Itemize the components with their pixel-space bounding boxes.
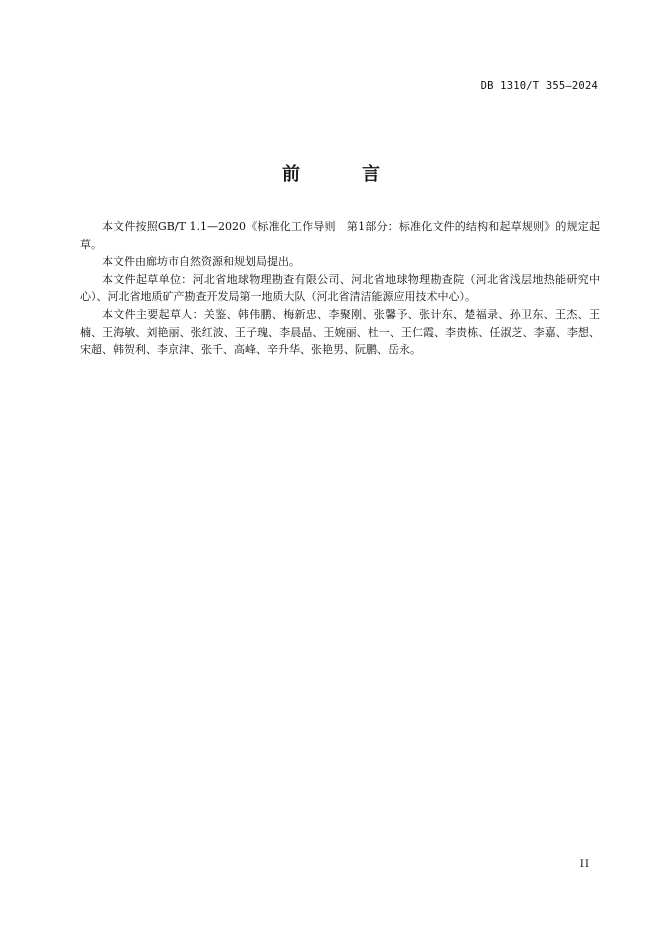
paragraph-drafting-units: 本文件起草单位：河北省地球物理勘查有限公司、河北省地球物理勘查院（河北省浅层地热能研究中心）、河北省地质矿产勘查开发局第一地质大队（河北省清洁能源应用技术中心）。 [80, 272, 600, 304]
paragraph-drafters: 本文件主要起草人：关鉴、韩伟鹏、梅新忠、李聚刚、张馨予、张计东、楚福录、孙卫东、王杰、王楠、王海敏、刘艳丽、张红波、王子瑰、李晨晶、王婉丽、杜一、王仁霞、李贵栋、任淑芝、李嘉、李想、宋超、韩贺利、李京津、张千、高峰、辛升华、张艳男、阮鹏、岳永。 [80, 307, 600, 357]
page-number: II [579, 858, 590, 870]
page-title: 前 言 [282, 164, 402, 185]
paragraph-drafting-rules: 本文件按照GB/T 1.1—2020《标准化工作导则 第1部分：标准化文件的结构和起草规则》的规定起草。 [80, 220, 600, 251]
paragraph-proposer: 本文件由廊坊市自然资源和规划局提出。 [102, 255, 300, 269]
foreword-body [80, 218, 600, 359]
document-code: DB 1310/T 355—2024 [480, 80, 598, 92]
